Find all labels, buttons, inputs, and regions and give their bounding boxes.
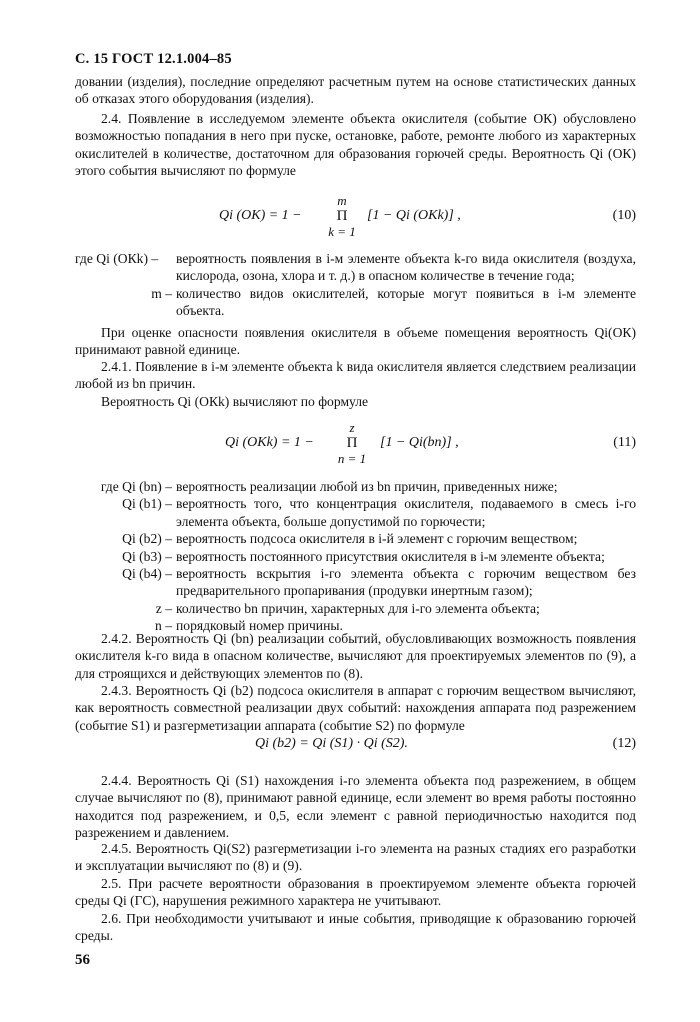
formula-10-product-top: m	[337, 193, 347, 208]
paragraph-probability: Вероятность Qi (ОКk) вычисляют по формуле	[101, 394, 369, 409]
definition-term: Qi (b3) –	[122, 548, 172, 564]
definition-text: количество bn причин, характерных для i-го элемента объекта;	[176, 600, 540, 616]
formula-10-lhs: Qi (ОК) = 1 −	[219, 208, 302, 223]
paragraph-2-4-2: 2.4.2. Вероятность Qi (bn) реализации событий, обусловливающих возможность появления окислителя k-го вида в опасном количестве, вычисляют для проектируемых элементов по (9), а для строящихся и действующих элементов по (8).	[75, 631, 636, 681]
definitions-formula-11	[75, 478, 636, 635]
definition-term: где Qi (bn) –	[100, 479, 172, 494]
definition-text: вероятность появления в i-м элементе объекта k-го вида окислителя (воздуха, кислорода, озона, хлора и т. д.) в опасном количестве в течение года;	[176, 251, 636, 284]
formula-11-product-top: z	[349, 420, 355, 435]
definitions-formula-10	[75, 250, 636, 320]
definition-term: Qi (b1) –	[122, 496, 172, 512]
paragraph-2-4-3: 2.4.3. Вероятность Qi (b2) подсоса окислителя в аппарат с горючим веществом вычисляют, как вероятность совместной реализации двух событий: нахождения аппарата под разрежением (событие S1) и разгерметизации аппарата (событие S2) по формуле	[75, 683, 636, 733]
formula-10-product-symbol: Π	[336, 208, 348, 224]
paragraph-2-4: 2.4. Появление в исследуемом элементе объекта окислителя (событие ОК) обусловлено возможностью попадания в него при пуске, остановке, работе, ремонте любого из характерных окислителей в количестве, достаточном для образования горючей среды. Вероятность Qi (ОК) этого события вычисляют по формуле	[75, 111, 636, 179]
formula-11	[75, 420, 636, 476]
formula-10-number: (10)	[612, 208, 636, 223]
definition-term: Qi (b4) –	[122, 566, 172, 582]
paragraph-2-5: 2.5. При расчете вероятности образования в проектируемом элементе объекта горючей среды Qi (ГС), нарушения режимного характера не учитывают.	[75, 876, 636, 909]
definition-row	[75, 285, 636, 320]
definition-row	[75, 600, 636, 617]
definition-term: n –	[155, 618, 172, 634]
definition-term: где Qi (ОКk) –	[75, 251, 159, 266]
paragraph-assess: При оценке опасности появления окислителя в объеме помещения вероятность Qi(ОК) принимают равной единице.	[75, 325, 636, 358]
formula-11-product	[332, 420, 372, 467]
paragraph-2-6: 2.6. При необходимости учитывают и иные события, приводящие к образованию горючей среды.	[75, 911, 636, 944]
paragraph-2-4-5: 2.4.5. Вероятность Qi(S2) разгерметизации i-го элемента на разных стадиях его разработки и эксплуатации вычисляют по (8) и (9).	[75, 841, 636, 874]
formula-11-lhs: Qi (ОКk) = 1 −	[225, 435, 314, 450]
formula-10-product-bottom: k = 1	[328, 224, 356, 239]
definition-text: вероятность постоянного присутствия окислителя в i-м элементе объекта;	[176, 548, 605, 564]
page-header: С. 15 ГОСТ 12.1.004–85	[75, 51, 232, 67]
definition-row	[75, 530, 636, 547]
formula-10-product	[322, 193, 362, 240]
formula-12-expression: Qi (b2) = Qi (S1) · Qi (S2).	[255, 736, 408, 751]
definition-row	[75, 478, 636, 495]
formula-10	[75, 193, 636, 249]
formula-11-number: (11)	[613, 435, 636, 450]
definition-row	[75, 495, 636, 530]
definition-row	[75, 565, 636, 600]
formula-11-rhs: [1 − Qi(bn)] ,	[380, 435, 459, 450]
definition-text: порядковый номер причины.	[176, 618, 343, 634]
definition-row	[75, 548, 636, 565]
formula-11-product-symbol: Π	[346, 435, 358, 451]
paragraph-2-4-4: 2.4.4. Вероятность Qi (S1) нахождения i-го элемента объекта под разрежением, в общем случае вычисляют по (8), принимают равной единице, если элемент во время работы постоянно находится под разрежением, и 0,5, если элемент с равной периодичностью находится под разрежением и давлением.	[75, 773, 636, 841]
formula-11-product-bottom: n = 1	[337, 451, 367, 466]
definition-term: Qi (b2) –	[122, 531, 172, 547]
definition-text: вероятность подсоса окислителя в i-й элемент с горючим веществом;	[176, 531, 578, 547]
definition-term: z –	[155, 600, 172, 616]
definition-row	[75, 250, 636, 285]
definition-text: вероятность вскрытия i-го элемента объекта с горючим веществом без предварительного пропаривания (продувки инертным газом);	[176, 566, 636, 599]
definition-text: количество видов окислителей, которые могут появиться в i-м элементе объекта.	[176, 285, 636, 319]
paragraph-intro: довании (изделия), последние определяют расчетным путем на основе статистических данных об отказах этого оборудования (изделия).	[75, 74, 636, 107]
formula-12	[75, 730, 636, 756]
formula-12-number: (12)	[612, 736, 636, 751]
definition-text: вероятность того, что концентрация окислителя, подаваемого в смесь i-го элемента объекта, больше допустимой по горючести;	[176, 496, 636, 529]
definition-term: m –	[151, 285, 172, 301]
paragraph-2-4-1: 2.4.1. Появление в i-м элементе объекта k вида окислителя является следствием реализации любой из bn причин.	[75, 359, 636, 392]
page-number: 56	[75, 952, 90, 968]
formula-10-rhs: [1 − Qi (ОКk)] ,	[367, 208, 461, 223]
definition-text: вероятность реализации любой из bn причин, приведенных ниже;	[176, 479, 558, 494]
